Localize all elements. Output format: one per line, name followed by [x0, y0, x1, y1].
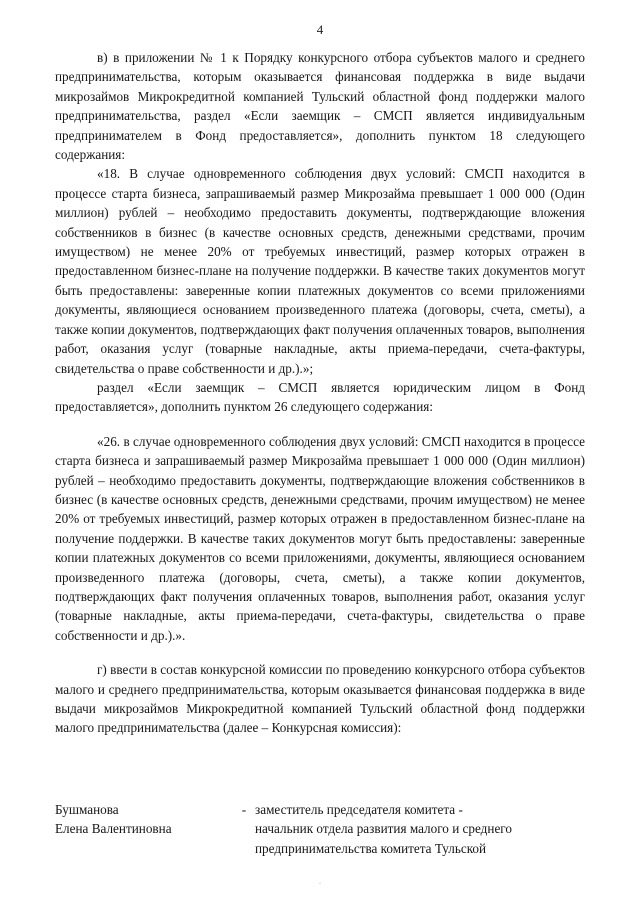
signer-desc-line3: предпринимательства комитета Тульской: [255, 840, 487, 856]
signer-description: [255, 800, 585, 858]
signer-name-line1: Бушманова: [55, 802, 119, 817]
signers-list: [55, 800, 585, 858]
signer-name: [55, 800, 233, 839]
paragraph-v: в) в приложении № 1 к Порядку конкурсного отбора субъектов малого и среднего предпринимательства, которым оказывается финансовая поддержка в виде выдачи микрозаймов Микрокредитной компанией Тульский областной фонд поддержки малого предпринимательства, раздел «Если заемщик – СМСП является индивидуальным предпринимателем в Фонд предоставляется», дополнить пунктом 18 следующего содержания:: [55, 50, 585, 163]
signer-row: [55, 800, 585, 858]
signer-name-line2: Елена Валентиновна: [55, 821, 172, 837]
paragraph-item-18: «18. В случае одновременного соблюдения двух условий: СМСП находится в процессе старта бизнеса, запрашиваемый размер Микрозайма превышает 1 000 000 (Один миллион) рублей – необходимо предоставить документы, подтверждающие вложения собственников в бизнес (в качестве основных средств, денежными средствами, прочим имуществом) не менее 20% от требуемых инвестиций, размер которых отражен в предоставленном бизнес-плане на получение поддержки. В качестве таких документов могут быть предоставлены: заверенные копии платежных документов со всеми приложениями документы, являющиеся основанием произведенного платежа (договоры, счета, сметы), а также копии документов, подтверждающих факт получения оплаченных товаров, выполнения работ, оказания услуг (товарные накладные, акты приема-передачи, счета-фактуры, свидетельства о праве собственности и др.).»;: [55, 166, 585, 376]
document-body: [55, 48, 585, 738]
paragraph-g: г) ввести в состав конкурсной комиссии по проведению конкурсного отбора субъектов малого и среднего предпринимательства, которым оказывается финансовая поддержка в виде выдачи микрозаймов Микрокредитной компанией Тульский областной фонд поддержки малого предпринимательства (далее – Конкурсная комиссия):: [55, 662, 585, 736]
signer-desc-line2: начальник отдела развития малого и среднего: [255, 821, 512, 837]
page-number: 4: [316, 22, 324, 37]
paragraph-item-26: «26. в случае одновременного соблюдения двух условий: СМСП находится в процессе старта бизнеса и запрашиваемый размер Микрозайма превышает 1 000 000 (Один миллион) рублей – необходимо предоставить документы, подтверждающие вложения собственников в бизнес (в качестве основных средств, денежными средствами, прочим имуществом) не менее 20% от требуемых инвестиций, размер которых отражен в предоставленном бизнес-плане на получение поддержки. В качестве таких документов могут быть предоставлены: заверенные копии платежных документов со всеми приложениями, документы, являющиеся основанием произведенного платежа (договоры, счета, сметы), а также копии документов, подтверждающих факт получения оплаченных товаров, выполнения работ, оказания услуг (товарные накладные, акты приема-передачи, счета-фактуры, свидетельства о праве собственности и др.).».: [55, 433, 585, 643]
page-footer-mark: .: [318, 875, 322, 887]
signer-dash: -: [241, 802, 247, 817]
signer-desc-line1: заместитель председателя комитета -: [255, 802, 463, 817]
paragraph-section-legal-entity: раздел «Если заемщик – СМСП является юридическим лицом в Фонд предоставляется», дополнить пунктом 26 следующего содержания:: [55, 379, 585, 415]
